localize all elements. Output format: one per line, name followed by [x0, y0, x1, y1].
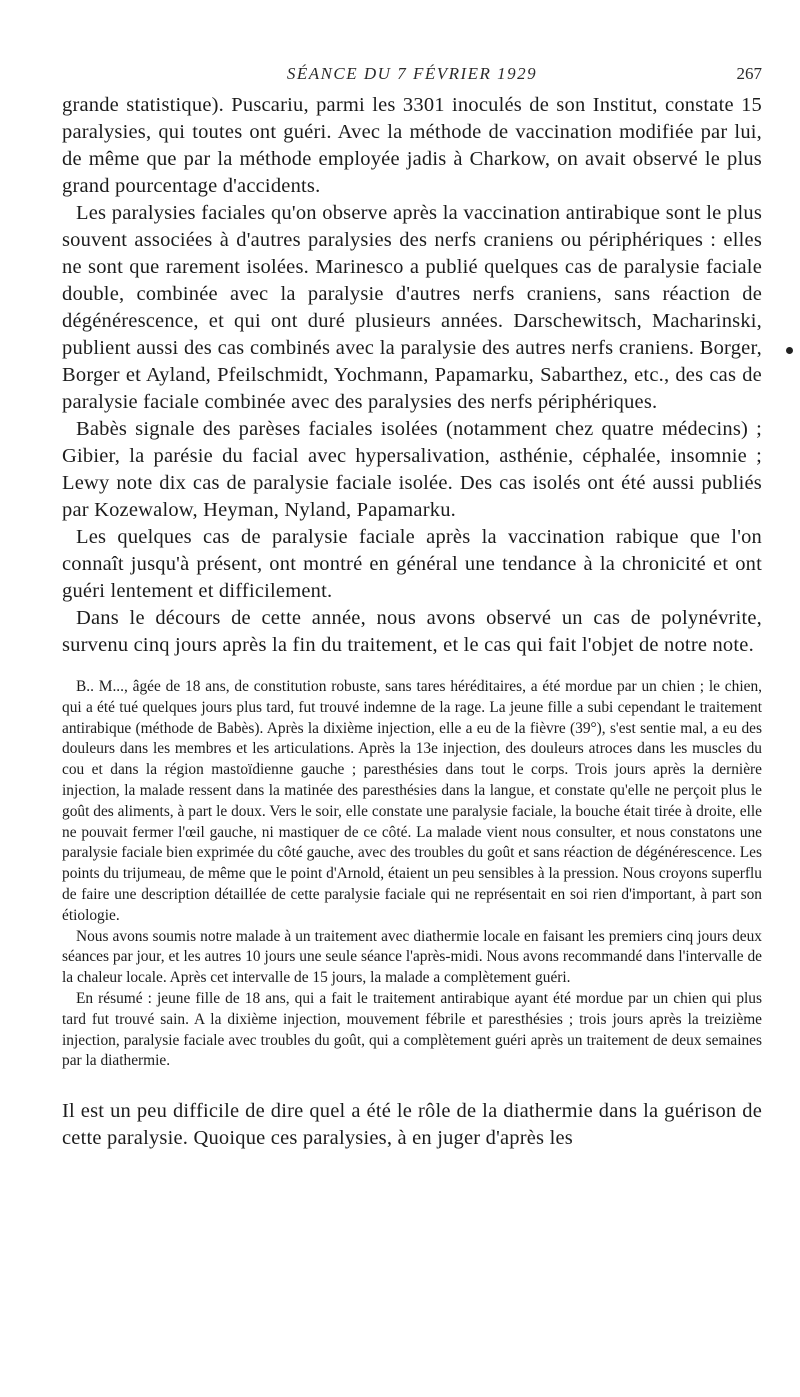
running-title: SÉANCE DU 7 FÉVRIER 1929	[286, 64, 538, 83]
paragraph: Les paralysies faciales qu'on observe après la vaccination antirabique sont le plus souvent associées à d'autres paralysies des nerfs craniens ou périphériques : elles ne sont que rarement isolées. Marinesco a publié quelques cas de paralysie faciale double, combinée avec la paralysie d'autres nerfs craniens, sans réaction de dégénérescence, et qui ont duré plusieurs années. Darschewitsch, Macharinski, publient aussi des cas combinés avec la paralysie des autres nerfs craniens. Borger, Borger et Ayland, Pfeilschmidt, Yochmann, Papamarku, Sabarthez, etc., des cas de paralysie faciale combinée avec des paralysies des nerfs périphériques.	[62, 202, 762, 413]
page-number: 267	[736, 64, 762, 83]
margin-mark	[786, 347, 793, 354]
closing-paragraph: Il est un peu difficile de dire quel a été le rôle de la diathermie dans la guérison de cette paralysie. Quoique ces paralysies, à en juger d'après les	[62, 1100, 762, 1150]
body-text	[62, 92, 762, 1152]
page-header	[62, 64, 762, 88]
case-paragraph: Nous avons soumis notre malade à un traitement avec diathermie locale en faisant les premiers cinq jours deux séances par jour, et les autres 10 jours une seule séance l'après-midi. Nous avons recommandé dans l'intervalle de la chaleur locale. Après cet intervalle de 15 jours, la malade a complètement guéri.	[62, 927, 762, 987]
paragraph: grande statistique). Puscariu, parmi les 3301 inoculés de son Institut, constate 15 paralysies, qui toutes ont guéri. Avec la méthode de vaccination modifiée par lui, de même que par la méthode employée jadis à Charkow, on avait observé le plus grand pourcentage d'accidents.	[62, 94, 762, 197]
paragraph: Dans le décours de cette année, nous avons observé un cas de polynévrite, survenu cinq jours après la fin du traitement, et le cas qui fait l'objet de notre note.	[62, 607, 762, 656]
case-paragraph: En résumé : jeune fille de 18 ans, qui a fait le traitement antirabique ayant été mordue par un chien qui plus tard fut trouvé sain. A la dixième injection, mouvement fébrile et paresthésies ; trois jours après la treizième injection, paralysie faciale avec troubles du goût, qui a complètement guéri après un traitement de deux semaines par la diathermie.	[62, 989, 762, 1070]
paragraph: Les quelques cas de paralysie faciale après la vaccination rabique que l'on connaît jusqu'à présent, ont montré en général une tendance à la chronicité et ont guéri lentement et difficilement.	[62, 526, 762, 602]
paragraph: Babès signale des parèses faciales isolées (notamment chez quatre médecins) ; Gibier, la parésie du facial avec hypersalivation, asthénie, céphalée, insomnie ; Lewy note dix cas de paralysie faciale isolée. Des cas isolés ont été aussi publiés par Kozewalow, Heyman, Nyland, Papamarku.	[62, 418, 762, 521]
case-report	[62, 677, 762, 1072]
case-paragraph: B.. M..., âgée de 18 ans, de constitution robuste, sans tares héréditaires, a été mordue par un chien ; le chien, qui a été tué quelques jours plus tard, fut trouvé indemne de la rage. La jeune fille a subi cependant le traitement antirabique (méthode de Babès). Après la dixième injection, elle a eu de la fièvre (39°), s'est sentie mal, a eu des douleurs dans les membres et les articulations. Après la 13e injection, des douleurs atroces dans les muscles du cou et dans la région mastoïdienne gauche ; paresthésies dans tout le corps. Trois jours après la dernière injection, la malade ressent dans la matinée des paresthésies dans la langue, et constate qu'elle ne perçoit plus le goût des aliments, à part le doux. Vers le soir, elle constate une paralysie faciale, la bouche était tirée à droite, elle ne pouvait fermer l'œil gauche, ni mastiquer de ce côté. La malade vient nous consulter, et nous constatons une paralysie faciale bien exprimée du côté gauche, avec des troubles du goût et sans réaction de dégénérescence. Les points du trijumeau, de même que le point d'Arnold, étaient un peu sensibles à la pression. Nous croyons superflu de faire une description détaillée de cette paralysie faciale qui ne représentait en soi rien d'important, à part son étiologie.	[62, 678, 762, 924]
